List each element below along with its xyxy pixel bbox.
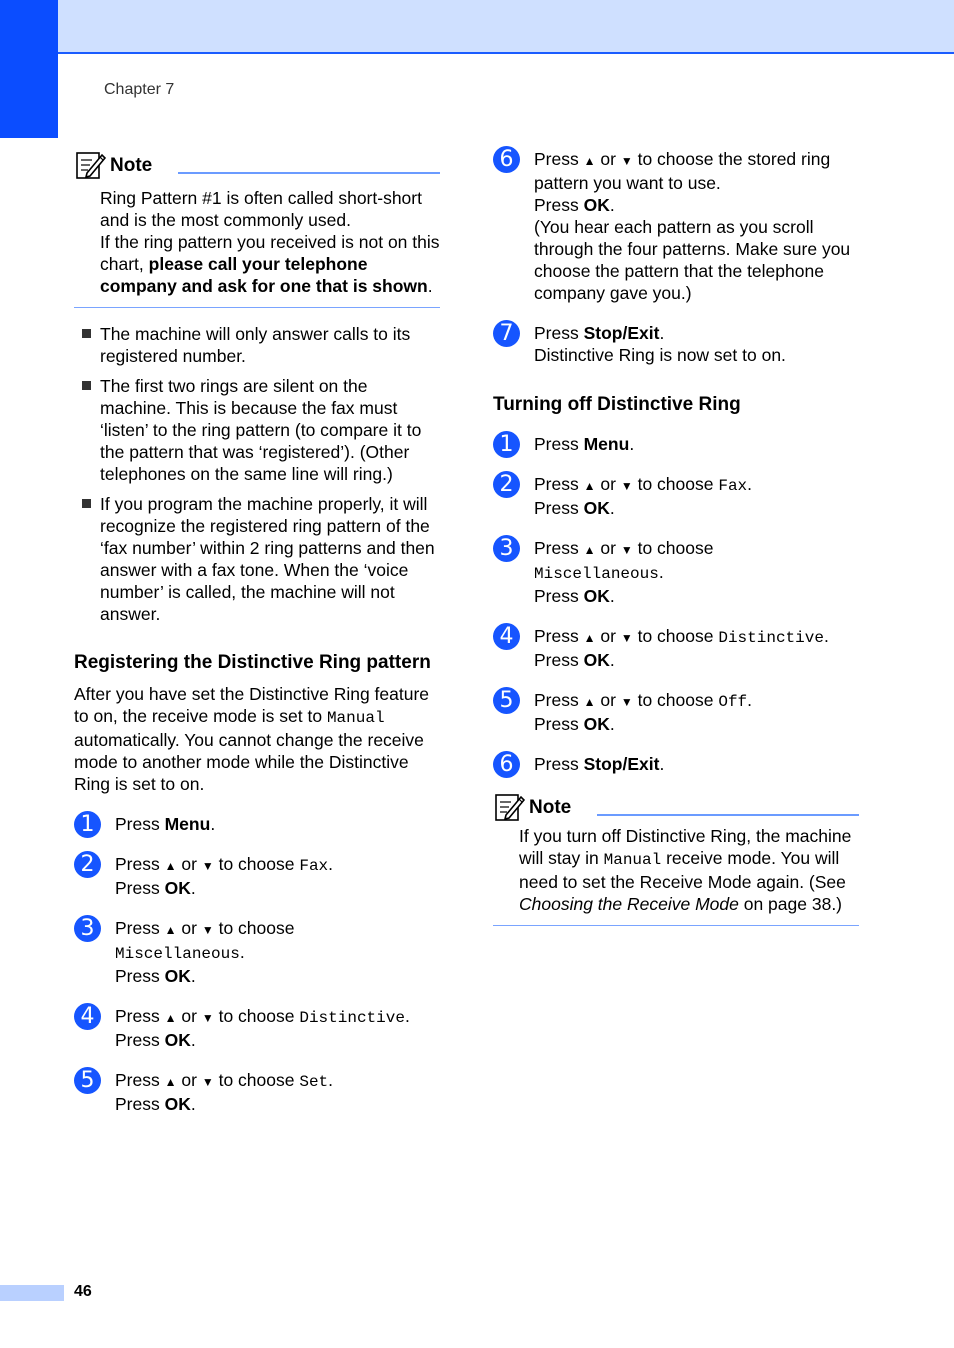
up-arrow-icon: ▲: [583, 479, 596, 493]
down-arrow-icon: ▼: [201, 1011, 214, 1025]
down-arrow-icon: ▼: [620, 479, 633, 493]
bullet-square-icon: [82, 329, 91, 338]
note-box: [74, 153, 440, 308]
step-number: 6: [493, 146, 520, 173]
note-text-2: If the ring pattern you received is not on this chart, please call your telephone company and ask for one that is shown.: [100, 232, 440, 296]
note-title: Note: [110, 155, 153, 176]
list-item: The first two rings are silent on the machine. This is because the fax must ‘listen’ to the ring pattern (to compare it to the pattern that was ‘registered’). (Other telephones on the same line will ring.): [74, 375, 440, 485]
step-number: 5: [493, 687, 520, 714]
right-column: [493, 148, 859, 926]
bullet-square-icon: [82, 381, 91, 390]
step-number: 3: [493, 535, 520, 562]
step-number: 5: [74, 1067, 101, 1094]
bullet-square-icon: [82, 499, 91, 508]
bullet-list: [74, 323, 440, 625]
page-number: 46: [74, 1283, 92, 1300]
down-arrow-icon: ▼: [201, 859, 214, 873]
up-arrow-icon: ▲: [583, 631, 596, 645]
note-text-1: Ring Pattern #1 is often called short-short and is the most commonly used.: [100, 188, 422, 230]
step-number: 2: [493, 471, 520, 498]
header-band: [0, 0, 954, 54]
step-7: 7 Press Stop/Exit. Distinctive Ring is now set to on.: [493, 322, 859, 366]
off-step-1: 1 Press Menu.: [493, 433, 859, 455]
down-arrow-icon: ▼: [620, 695, 633, 709]
up-arrow-icon: ▲: [583, 543, 596, 557]
note-bottom-rule: [74, 307, 440, 308]
up-arrow-icon: ▲: [583, 154, 596, 168]
step-5: 5 Press ▲ or ▼ to choose Set. Press OK.: [74, 1069, 440, 1115]
step-6: 6 Press ▲ or ▼ to choose the stored ring pattern you want to use. Press OK. (You hear each pattern as you scroll through the four patterns. Make sure you choose the pattern that the telephone company gave you.): [493, 148, 859, 304]
up-arrow-icon: ▲: [164, 1075, 177, 1089]
step-number: 7: [493, 320, 520, 347]
footer-tab: [0, 1285, 64, 1301]
step-number: 6: [493, 751, 520, 778]
step-3: 3 Press ▲ or ▼ to choose Miscellaneous. Press OK.: [74, 917, 440, 987]
step-number: 3: [74, 915, 101, 942]
up-arrow-icon: ▲: [164, 859, 177, 873]
note-title: Note: [529, 797, 572, 818]
down-arrow-icon: ▼: [620, 543, 633, 557]
note-box: [493, 795, 859, 926]
note-bottom-rule: [493, 925, 859, 926]
off-step-4: 4 Press ▲ or ▼ to choose Distinctive. Press OK.: [493, 625, 859, 671]
step-number: 1: [74, 811, 101, 838]
off-step-3: 3 Press ▲ or ▼ to choose Miscellaneous. Press OK.: [493, 537, 859, 607]
chapter-tab: [0, 0, 58, 138]
note-body: If you turn off Distinctive Ring, the machine will stay in Manual receive mode. You will need to set the Receive Mode again. (See Choosing the Receive Mode on page 38.): [519, 826, 852, 914]
section-paragraph: After you have set the Distinctive Ring feature to on, the receive mode is set to Manual automatically. You cannot change the receive mode to another mode while the Distinctive Ring is set to on.: [74, 684, 430, 794]
off-step-6: 6 Press Stop/Exit.: [493, 753, 859, 775]
note-header: [74, 153, 440, 183]
step-number: 4: [493, 623, 520, 650]
list-item: The machine will only answer calls to its registered number.: [74, 323, 440, 367]
up-arrow-icon: ▲: [583, 695, 596, 709]
step-4: 4 Press ▲ or ▼ to choose Distinctive. Press OK.: [74, 1005, 440, 1051]
down-arrow-icon: ▼: [620, 154, 633, 168]
note-body: [74, 187, 440, 297]
down-arrow-icon: ▼: [201, 923, 214, 937]
step-2: 2 Press ▲ or ▼ to choose Fax. Press OK.: [74, 853, 440, 899]
step-number: 2: [74, 851, 101, 878]
chapter-label: Chapter 7: [104, 81, 175, 98]
up-arrow-icon: ▲: [164, 1011, 177, 1025]
list-item: If you program the machine properly, it will recognize the registered ring pattern of the ‘fax number’ within 2 ring patterns and then answer with a fax tone. When the ‘voice number’ is called, the machine will not answer.: [74, 493, 440, 625]
note-pencil-icon: [74, 149, 106, 181]
down-arrow-icon: ▼: [201, 1075, 214, 1089]
section-heading: Registering the Distinctive Ring pattern: [74, 652, 431, 673]
note-rule: [178, 172, 440, 174]
note-rule: [597, 814, 859, 816]
step-1: 1 Press Menu.: [74, 813, 440, 835]
off-step-2: 2 Press ▲ or ▼ to choose Fax. Press OK.: [493, 473, 859, 519]
left-column: [74, 153, 440, 1115]
section-heading: Turning off Distinctive Ring: [493, 394, 741, 415]
down-arrow-icon: ▼: [620, 631, 633, 645]
up-arrow-icon: ▲: [164, 923, 177, 937]
step-number: 4: [74, 1003, 101, 1030]
off-step-5: 5 Press ▲ or ▼ to choose Off. Press OK.: [493, 689, 859, 735]
note-header: [493, 795, 859, 825]
note-pencil-icon: [493, 791, 525, 823]
step-number: 1: [493, 431, 520, 458]
